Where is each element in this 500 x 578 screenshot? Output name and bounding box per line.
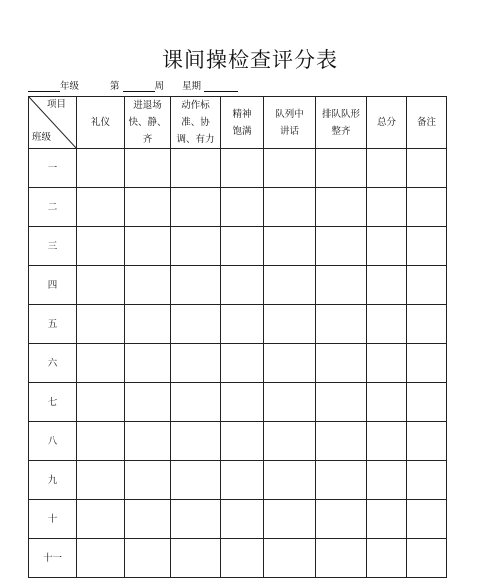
score-cell[interactable] [77,266,125,305]
column-header: 队列中 讲话 [264,97,316,149]
score-cell[interactable] [221,149,264,188]
score-cell[interactable] [367,383,407,422]
score-cell[interactable] [77,149,125,188]
score-cell[interactable] [77,500,125,539]
score-cell[interactable] [125,500,171,539]
corner-header [29,97,77,149]
score-cell[interactable] [221,305,264,344]
table-row [29,266,447,305]
score-cell[interactable] [264,539,316,578]
score-cell[interactable] [171,539,221,578]
score-cell[interactable] [367,305,407,344]
score-cell[interactable] [221,266,264,305]
column-header: 进退场 快、静、 齐 [125,97,171,149]
column-header: 总分 [367,97,407,149]
table-row [29,539,447,578]
column-header: 动作标 准、协 调、有力 [171,97,221,149]
table-row [29,461,447,500]
table-row [29,227,447,266]
score-cell[interactable] [367,422,407,461]
score-cell[interactable] [407,227,447,266]
score-cell[interactable] [125,227,171,266]
week-field[interactable] [110,78,164,92]
class-label: 十 [29,500,77,539]
score-cell[interactable] [316,500,367,539]
score-cell[interactable] [221,539,264,578]
week-suffix: 周 [154,81,165,92]
score-cell[interactable] [367,188,407,227]
score-cell[interactable] [407,422,447,461]
table-row [29,422,447,461]
score-cell[interactable] [125,539,171,578]
table-row [29,188,447,227]
score-cell[interactable] [316,461,367,500]
week-prefix: 第 [110,81,120,92]
score-cell[interactable] [221,344,264,383]
score-cell[interactable] [407,344,447,383]
score-cell[interactable] [407,539,447,578]
score-cell[interactable] [77,344,125,383]
grade-label: 年级 [60,81,80,92]
score-cell[interactable] [125,344,171,383]
score-cell[interactable] [407,461,447,500]
score-cell[interactable] [367,344,407,383]
score-cell[interactable] [264,227,316,266]
class-label: 五 [29,305,77,344]
score-cell[interactable] [316,227,367,266]
score-cell[interactable] [77,383,125,422]
score-cell[interactable] [407,149,447,188]
score-cell[interactable] [316,266,367,305]
table-row [29,500,447,539]
class-label: 八 [29,422,77,461]
score-cell[interactable] [316,422,367,461]
score-cell[interactable] [171,383,221,422]
score-cell[interactable] [316,188,367,227]
score-cell[interactable] [264,344,316,383]
column-header: 排队队形 整齐 [316,97,367,149]
weekday-label: 星期 [182,81,202,92]
score-cell[interactable] [221,188,264,227]
score-cell[interactable] [171,500,221,539]
score-cell[interactable] [125,266,171,305]
header-row [29,97,447,149]
score-cell[interactable] [171,461,221,500]
class-label: 六 [29,344,77,383]
score-cell[interactable] [171,188,221,227]
score-cell[interactable] [171,305,221,344]
score-cell[interactable] [407,383,447,422]
score-cell[interactable] [125,305,171,344]
score-cell[interactable] [367,227,407,266]
class-label: 三 [29,227,77,266]
score-cell[interactable] [221,500,264,539]
class-label: 九 [29,461,77,500]
score-cell[interactable] [264,383,316,422]
score-table [28,96,447,578]
score-cell[interactable] [171,266,221,305]
column-header: 备注 [407,97,447,149]
score-cell[interactable] [367,266,407,305]
score-cell[interactable] [316,344,367,383]
column-header: 精神 饱满 [221,97,264,149]
column-header: 礼仪 [77,97,125,149]
score-cell[interactable] [125,383,171,422]
class-label: 七 [29,383,77,422]
score-cell[interactable] [125,188,171,227]
score-cell[interactable] [316,305,367,344]
class-label: 四 [29,266,77,305]
score-cell[interactable] [264,461,316,500]
class-label: 十一 [29,539,77,578]
score-cell[interactable] [367,461,407,500]
score-cell[interactable] [264,266,316,305]
score-cell[interactable] [367,149,407,188]
score-cell[interactable] [221,461,264,500]
score-cell[interactable] [407,305,447,344]
score-cell[interactable] [407,188,447,227]
score-cell[interactable] [125,422,171,461]
corner-item-label: 项目 [46,99,66,110]
score-cell[interactable] [77,461,125,500]
score-cell[interactable] [367,539,407,578]
score-cell[interactable] [221,422,264,461]
score-cell[interactable] [367,500,407,539]
score-cell[interactable] [171,344,221,383]
score-cell[interactable] [171,149,221,188]
page-title: 课间操检查评分表 [162,48,338,72]
class-label: 二 [29,188,77,227]
score-cell[interactable] [221,227,264,266]
table-row [29,305,447,344]
score-cell[interactable] [221,383,264,422]
score-cell[interactable] [77,227,125,266]
score-cell[interactable] [264,149,316,188]
score-cell[interactable] [77,305,125,344]
score-cell[interactable] [316,539,367,578]
class-label: 一 [29,149,77,188]
score-cell[interactable] [171,422,221,461]
score-cell[interactable] [316,383,367,422]
score-cell[interactable] [125,461,171,500]
grade-field[interactable] [28,78,79,92]
score-cell[interactable] [264,500,316,539]
score-cell[interactable] [77,188,125,227]
corner-class-label: 班级 [32,132,52,143]
score-cell[interactable] [77,422,125,461]
score-cell[interactable] [171,227,221,266]
score-cell[interactable] [264,305,316,344]
table-row [29,383,447,422]
table-row [29,149,447,188]
score-cell[interactable] [407,500,447,539]
score-cell[interactable] [264,422,316,461]
weekday-field[interactable] [182,78,238,92]
score-cell[interactable] [77,539,125,578]
table-body [29,149,447,578]
table-row [29,344,447,383]
score-cell[interactable] [264,188,316,227]
score-cell[interactable] [125,149,171,188]
score-cell[interactable] [407,266,447,305]
score-cell[interactable] [316,149,367,188]
